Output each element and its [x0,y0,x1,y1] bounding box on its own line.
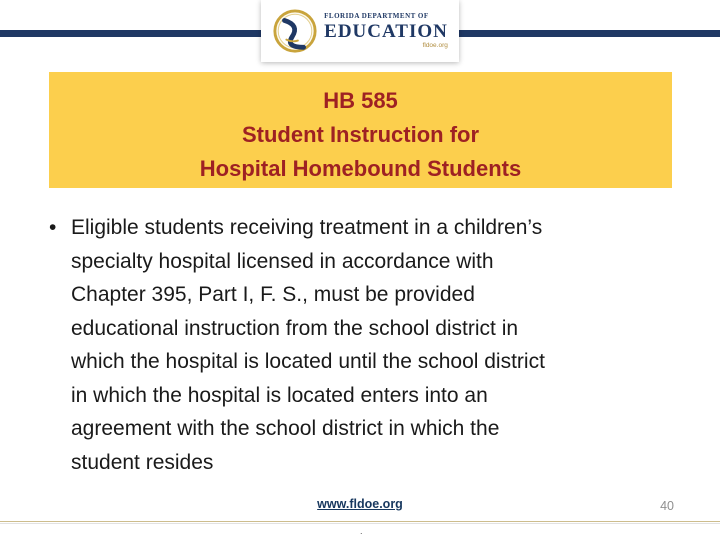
title-line-3: Hospital Homebound Students [199,156,522,181]
doe-seal-icon [272,8,318,54]
logo-text [324,13,448,50]
body-line: student resides [71,450,214,474]
fldoe-logo [261,0,459,62]
footer-divider-gray [0,523,720,524]
title-line-1: HB 585 [323,88,398,113]
body-line: in which the hospital is located enters into an [71,383,488,407]
footer-dot: . [360,526,363,536]
body-line: Chapter 395, Part I, F. S., must be provided [71,283,475,306]
page-number: 40 [660,499,674,513]
slide-body [49,211,689,479]
body-line: educational instruction from the school district in [71,316,519,340]
body-line: Eligible students receiving treatment in a children’s [71,216,543,239]
footer-divider-gold [0,521,720,522]
body-line: agreement with the school district in which the [71,417,500,440]
bullet-item [49,211,689,479]
bullet-marker: • [49,216,57,239]
fldoe-org-link[interactable]: www.fldoe.org [317,497,403,511]
title-line-2: Student Instruction for [241,122,480,147]
bullet-text [71,211,689,479]
logo-org-large: EDUCATION [324,20,448,42]
body-line: which the hospital is located until the school district [71,350,545,373]
title-box [49,72,672,188]
logo-url: fldoe.org [422,41,448,49]
logo-org-small: FLORIDA DEPARTMENT OF [324,11,429,20]
body-line: specialty hospital licensed in accordance with [71,249,494,273]
